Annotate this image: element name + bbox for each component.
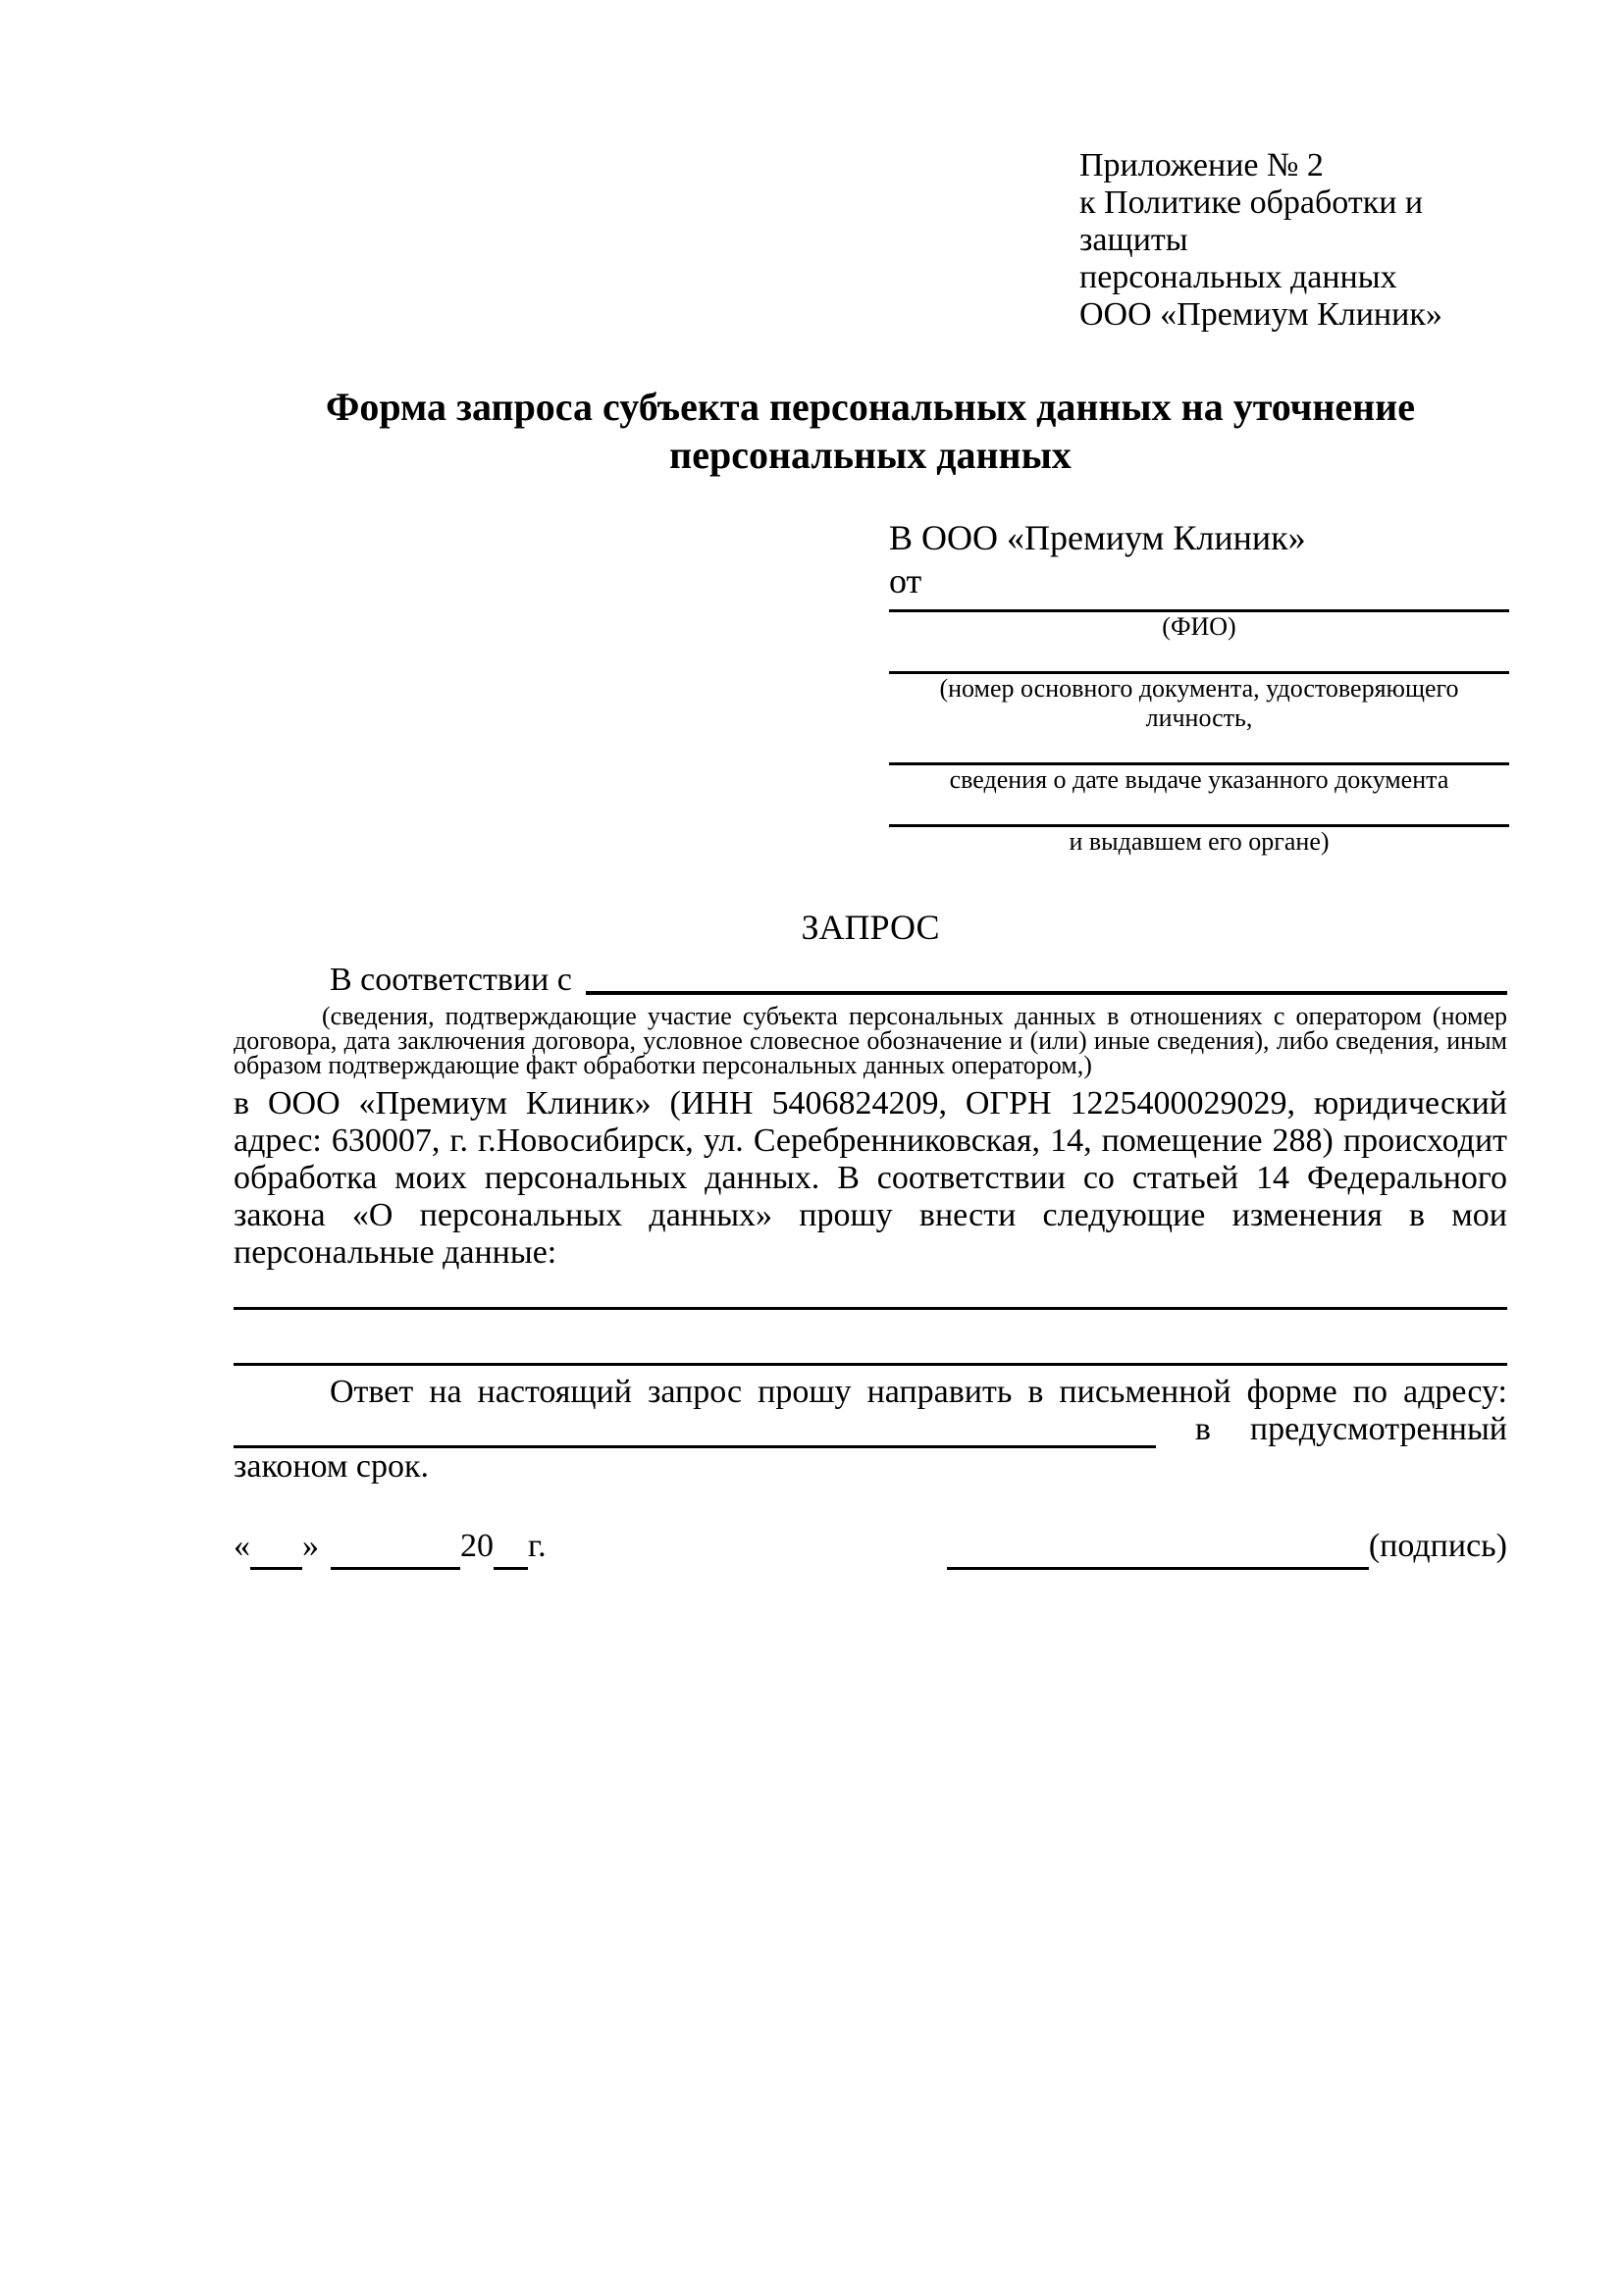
year-blank[interactable] [494,1540,528,1570]
signature-field [947,1527,1507,1566]
request-body-paragraph: в ООО «Премиум Клиник» (ИНН 5406824209, ОГРН 1225400029029, юридический адрес: 630007, г. г.Новосибирск, ул. Серебренниковская, 14, помещение 288) происходит обработка моих персональных данных. В соответствии со статьей 14 Федерального закона «О персональных данных» прошу внести следующие изменения в мои персональные данные: [234,1085,1507,1271]
year-suffix: г. [528,1528,547,1564]
changes-blank-line-2[interactable] [234,1363,1507,1366]
answer-word-v: в [1194,1411,1211,1447]
signature-caption: (подпись) [1368,1528,1507,1564]
addressee-block [889,516,1509,857]
fio-caption: (ФИО) [1162,612,1236,641]
close-quote: » [302,1528,319,1564]
date-field [234,1527,547,1566]
document-title-line1: Форма запроса субъекта персональных данных на уточнение [326,385,1415,429]
document-title-line2: персональных данных [669,433,1072,477]
answer-word-predusmotrenny: предусмотренный [1249,1411,1507,1447]
document-title [234,383,1507,479]
addressee-from-label: от [889,561,922,600]
appendix-line: персональных данных [1079,259,1397,295]
answer-line2 [234,1411,1507,1448]
field-document-number [889,642,1509,733]
changes-blank-line-1[interactable] [234,1307,1507,1310]
issue-date-blank-line[interactable] [889,733,1509,765]
appendix-line: Приложение № 2 [1079,147,1324,183]
field-issue-date [889,733,1509,795]
addressee-organization: В ООО «Премиум Клиник» [889,518,1306,557]
date-signature-row [234,1527,1507,1566]
field-issuing-authority [889,795,1509,857]
answer-line1: Ответ на настоящий запрос прошу направить в письменной форме по адресу: [330,1374,1507,1410]
day-blank[interactable] [250,1540,302,1570]
signature-blank-line[interactable] [947,1540,1369,1570]
appendix-line: к Политике обработки и защиты [1079,184,1424,258]
year-prefix: 20 [460,1528,494,1564]
legal-note: (сведения, подтверждающие участие субъекта персональных данных в отношениях с оператором (номер договора, дата заключения договора, условное словесное обозначение и (или) иные сведения), либо сведения, иным образом подтверждающие факт обработки персональных данных оператором,) [234,1002,1507,1079]
accordance-blank-line[interactable] [586,961,1507,995]
appendix-block [1079,147,1507,334]
appendix-line: ООО «Премиум Клиник» [1079,296,1442,333]
accordance-label: В соответствии с [330,962,572,998]
document-number-blank-line[interactable] [889,642,1509,674]
accordance-row [234,961,1507,1000]
fio-blank-line[interactable] [889,602,1509,612]
request-heading: ЗАПРОС [801,908,940,947]
answer-paragraph [234,1374,1507,1486]
issue-date-caption: сведения о дате выдаче указанного документа [949,765,1449,794]
issuing-authority-caption: и выдавшем его органе) [1069,827,1330,856]
address-blank-line[interactable] [234,1415,1156,1448]
document-number-caption: (номер основного документа, удостоверяющего личность, [939,674,1459,732]
month-blank[interactable] [331,1540,460,1570]
open-quote: « [234,1528,250,1564]
issuing-authority-blank-line[interactable] [889,795,1509,827]
answer-line3: законом срок. [234,1448,429,1485]
field-fio [889,602,1509,642]
